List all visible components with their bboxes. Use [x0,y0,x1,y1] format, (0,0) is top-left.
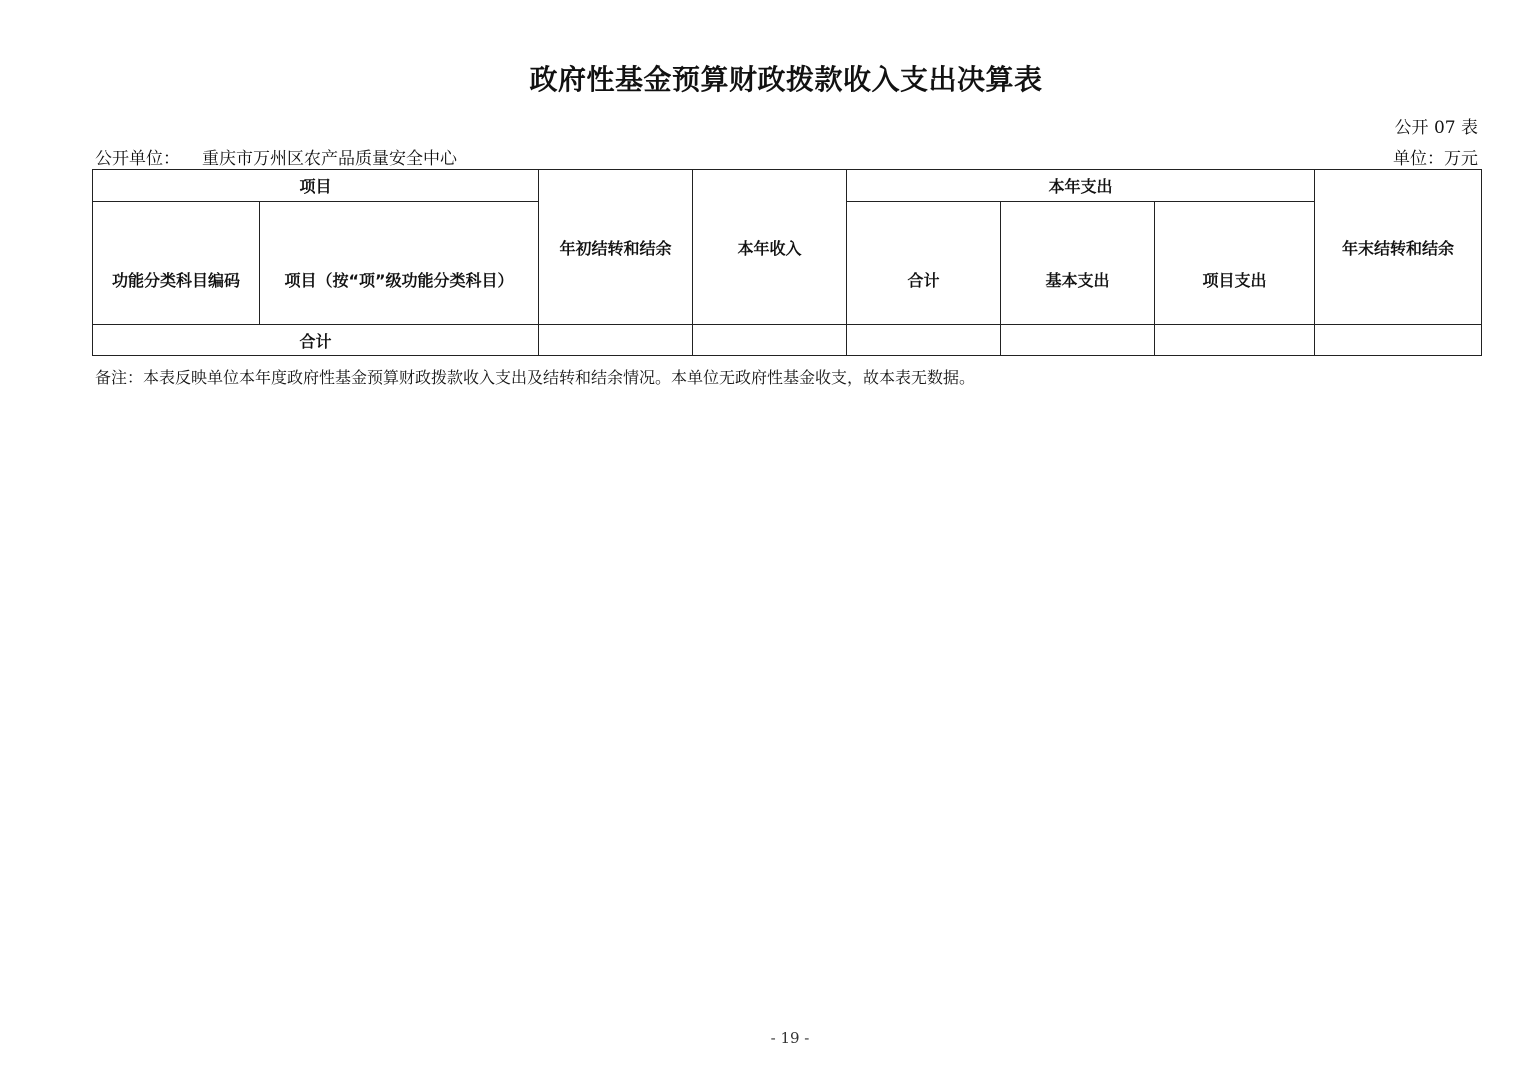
header-beginning-balance: 年初结转和结余 [539,170,693,325]
table-row-total [93,325,1482,356]
table-note: 备注：本表反映单位本年度政府性基金预算财政拨款收入支出及结转和结余情况。本单位无政府性基金收支，故本表无数据。 [95,368,976,387]
header-project: 项目 [93,170,539,202]
form-number: 公开 07 表 [1394,118,1478,138]
header-function-code: 功能分类科目编码 [93,202,260,325]
header-current-expenditure: 本年支出 [847,170,1315,202]
total-project-expenditure [1155,325,1315,356]
header-ending-balance: 年末结转和结余 [1315,170,1482,325]
header-project-expenditure: 项目支出 [1155,202,1315,325]
total-expenditure-total [847,325,1001,356]
table-header-row-1 [93,170,1482,202]
page-title: 政府性基金预算财政拨款收入支出决算表 [529,63,1043,96]
total-row-label: 合计 [93,325,539,356]
header-current-income: 本年收入 [693,170,847,325]
currency-unit: 单位：万元 [1393,149,1478,169]
header-basic-expenditure: 基本支出 [1001,202,1155,325]
reporting-unit [95,144,457,169]
header-project-by-item: 项目（按“项”级功能分类科目） [260,202,539,325]
budget-table [92,169,1482,356]
total-beginning-balance [539,325,693,356]
reporting-unit-name: 重庆市万州区农产品质量安全中心 [202,149,457,169]
page-number: - 19 - [770,1029,810,1047]
total-current-income [693,325,847,356]
total-ending-balance [1315,325,1482,356]
header-expenditure-total: 合计 [847,202,1001,325]
total-basic-expenditure [1001,325,1155,356]
reporting-unit-label: 公开单位： [95,149,180,169]
